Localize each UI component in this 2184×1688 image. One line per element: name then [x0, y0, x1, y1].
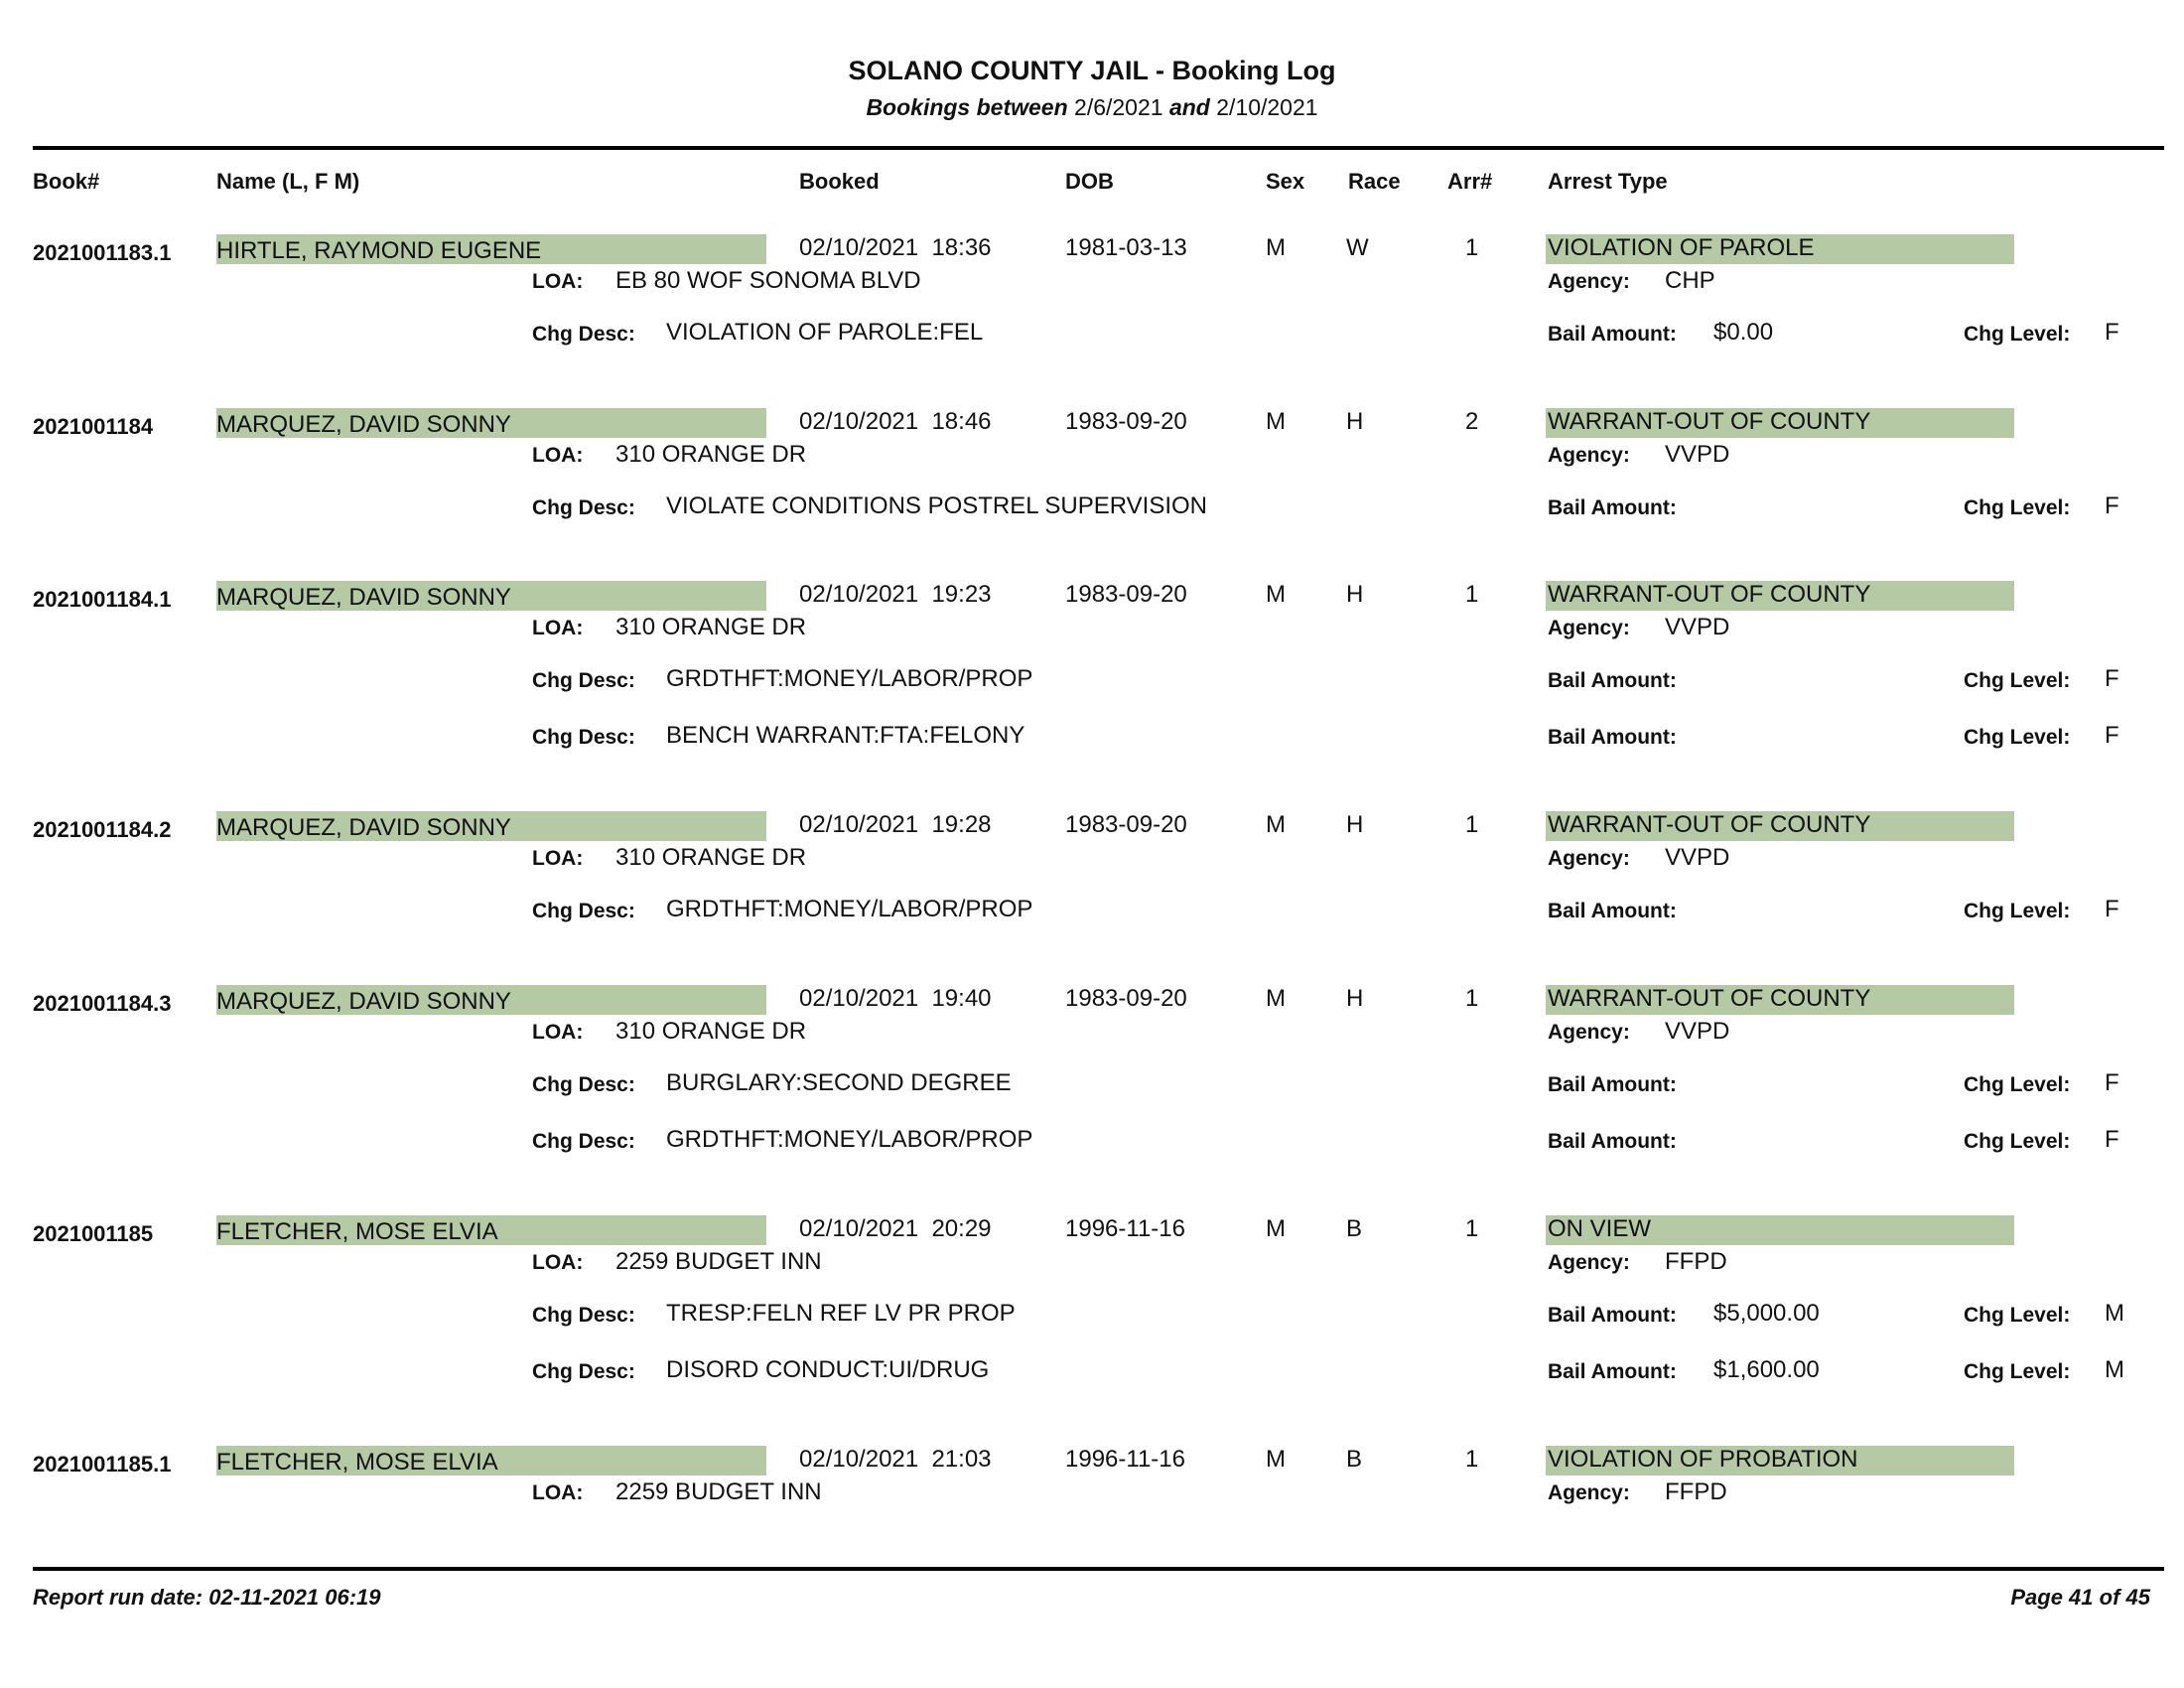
arrest-count: 1 [1465, 985, 1479, 1012]
bail-amount: $0.00 [1713, 319, 1774, 346]
charge-description: GRDTHFT:MONEY/LABOR/PROP [666, 896, 1033, 922]
date-of-birth: 1983-09-20 [1065, 408, 1187, 435]
chg-level-label: Chg Level: [1964, 726, 2071, 749]
col-sex: Sex [1266, 169, 1305, 194]
agency-value: VVPD [1665, 1018, 1730, 1045]
agency-label: Agency: [1548, 847, 1630, 870]
agency-value: CHP [1665, 267, 1715, 294]
loa-value: EB 80 WOF SONOMA BLVD [615, 267, 921, 294]
loa-label: LOA: [532, 270, 584, 293]
sex-value: M [1266, 1446, 1286, 1473]
inmate-name: MARQUEZ, DAVID SONNY [216, 584, 511, 611]
loa-label: LOA: [532, 1481, 584, 1504]
chg-level-label: Chg Level: [1964, 669, 2071, 692]
bail-amount-label: Bail Amount: [1548, 1130, 1677, 1153]
chg-desc-label: Chg Desc: [532, 1130, 635, 1153]
arrest-type: VIOLATION OF PAROLE [1548, 234, 1815, 261]
agency-value: VVPD [1665, 614, 1730, 640]
charge-level: F [2105, 896, 2119, 922]
chg-desc-label: Chg Desc: [532, 900, 635, 922]
booked-datetime: 02/10/2021 20:29 [799, 1215, 992, 1242]
booking-number: 2021001185 [33, 1221, 154, 1246]
booking-number: 2021001184.2 [33, 817, 172, 842]
bail-amount-label: Bail Amount: [1548, 1073, 1677, 1096]
agency-value: VVPD [1665, 441, 1730, 468]
loa-value: 2259 BUDGET INN [615, 1478, 822, 1505]
bail-amount: $1,600.00 [1713, 1356, 1820, 1383]
race-value: H [1346, 581, 1364, 608]
chg-level-label: Chg Level: [1964, 323, 2071, 346]
bail-amount-label: Bail Amount: [1548, 496, 1677, 519]
race-value: B [1346, 1215, 1363, 1242]
agency-value: FFPD [1665, 1478, 1727, 1505]
agency-label: Agency: [1548, 1251, 1630, 1274]
arrest-count: 1 [1465, 234, 1479, 261]
inmate-name: HIRTLE, RAYMOND EUGENE [216, 237, 542, 264]
charge-description: VIOLATE CONDITIONS POSTREL SUPERVISION [666, 492, 1208, 519]
sex-value: M [1266, 234, 1286, 261]
booking-number: 2021001184.1 [33, 587, 172, 612]
chg-level-label: Chg Level: [1964, 1073, 2071, 1096]
inmate-name: FLETCHER, MOSE ELVIA [216, 1218, 498, 1245]
chg-level-label: Chg Level: [1964, 1130, 2071, 1153]
date-of-birth: 1983-09-20 [1065, 985, 1187, 1012]
sex-value: M [1266, 581, 1286, 608]
report-run-date: Report run date: 02-11-2021 06:19 [33, 1585, 381, 1610]
inmate-name: MARQUEZ, DAVID SONNY [216, 814, 511, 841]
col-name: Name (L, F M) [216, 169, 360, 194]
arrest-count: 1 [1465, 1215, 1479, 1242]
race-value: W [1346, 234, 1369, 261]
race-value: H [1346, 408, 1364, 435]
col-race: Race [1348, 169, 1401, 194]
sex-value: M [1266, 985, 1286, 1012]
booked-datetime: 02/10/2021 19:40 [799, 985, 992, 1012]
date-of-birth: 1996-11-16 [1065, 1215, 1185, 1242]
charge-description: BURGLARY:SECOND DEGREE [666, 1069, 1012, 1096]
charge-level: F [2105, 665, 2119, 692]
chg-desc-label: Chg Desc: [532, 669, 635, 692]
charge-description: BENCH WARRANT:FTA:FELONY [666, 722, 1025, 749]
arrest-type: WARRANT-OUT OF COUNTY [1548, 811, 1871, 838]
arrest-type: ON VIEW [1548, 1215, 1652, 1242]
race-value: H [1346, 811, 1364, 838]
bail-amount-label: Bail Amount: [1548, 1304, 1677, 1327]
race-value: B [1346, 1446, 1363, 1473]
charge-description: VIOLATION OF PAROLE:FEL [666, 319, 984, 346]
date-of-birth: 1996-11-16 [1065, 1446, 1185, 1473]
charge-level: M [2105, 1356, 2124, 1383]
bail-amount-label: Bail Amount: [1548, 900, 1677, 922]
loa-value: 310 ORANGE DR [615, 441, 807, 468]
bail-amount: $5,000.00 [1713, 1300, 1820, 1327]
date-of-birth: 1983-09-20 [1065, 811, 1187, 838]
chg-desc-label: Chg Desc: [532, 1304, 635, 1327]
loa-value: 2259 BUDGET INN [615, 1248, 822, 1275]
loa-label: LOA: [532, 1251, 584, 1274]
loa-value: 310 ORANGE DR [615, 614, 807, 640]
charge-description: GRDTHFT:MONEY/LABOR/PROP [666, 1126, 1033, 1153]
booked-datetime: 02/10/2021 18:46 [799, 408, 992, 435]
chg-desc-label: Chg Desc: [532, 496, 635, 519]
charge-description: GRDTHFT:MONEY/LABOR/PROP [666, 665, 1033, 692]
col-dob: DOB [1065, 169, 1114, 194]
col-book: Book# [33, 169, 100, 194]
agency-value: FFPD [1665, 1248, 1727, 1275]
arrest-type: WARRANT-OUT OF COUNTY [1548, 581, 1871, 608]
booked-datetime: 02/10/2021 19:23 [799, 581, 992, 608]
chg-level-label: Chg Level: [1964, 1360, 2071, 1383]
booking-number: 2021001183.1 [33, 240, 172, 265]
report-title: SOLANO COUNTY JAIL - Booking Log [848, 56, 1336, 85]
bail-amount-label: Bail Amount: [1548, 669, 1677, 692]
booking-number: 2021001185.1 [33, 1452, 172, 1477]
subtitle-and: and [1168, 94, 1210, 120]
chg-desc-label: Chg Desc: [532, 1360, 635, 1383]
charge-description: TRESP:FELN REF LV PR PROP [666, 1300, 1016, 1327]
agency-value: VVPD [1665, 844, 1730, 871]
chg-desc-label: Chg Desc: [532, 323, 635, 346]
loa-label: LOA: [532, 1021, 584, 1044]
race-value: H [1346, 985, 1364, 1012]
booking-number: 2021001184 [33, 414, 154, 439]
bail-amount-label: Bail Amount: [1548, 1360, 1677, 1383]
charge-level: M [2105, 1300, 2124, 1327]
chg-desc-label: Chg Desc: [532, 1073, 635, 1096]
col-booked: Booked [799, 169, 880, 194]
charge-level: F [2105, 1069, 2119, 1096]
agency-label: Agency: [1548, 1481, 1630, 1504]
agency-label: Agency: [1548, 617, 1630, 639]
chg-desc-label: Chg Desc: [532, 726, 635, 749]
sex-value: M [1266, 1215, 1286, 1242]
chg-level-label: Chg Level: [1964, 1304, 2071, 1327]
inmate-name: MARQUEZ, DAVID SONNY [216, 411, 511, 438]
header-rule [33, 146, 2164, 150]
agency-label: Agency: [1548, 444, 1630, 467]
charge-description: DISORD CONDUCT:UI/DRUG [666, 1356, 990, 1383]
chg-level-label: Chg Level: [1964, 900, 2071, 922]
booked-datetime: 02/10/2021 18:36 [799, 234, 992, 261]
bail-amount-label: Bail Amount: [1548, 726, 1677, 749]
arrest-type: VIOLATION OF PROBATION [1548, 1446, 1858, 1473]
col-arrest-type: Arrest Type [1548, 169, 1668, 194]
footer-rule [33, 1567, 2164, 1571]
date-of-birth: 1981-03-13 [1065, 234, 1187, 261]
subtitle-prefix: Bookings between [866, 94, 1068, 120]
loa-value: 310 ORANGE DR [615, 1018, 807, 1045]
booked-datetime: 02/10/2021 21:03 [799, 1446, 992, 1473]
arrest-count: 1 [1465, 811, 1479, 838]
arrest-count: 2 [1465, 408, 1479, 435]
chg-level-label: Chg Level: [1964, 496, 2071, 519]
booked-datetime: 02/10/2021 19:28 [799, 811, 992, 838]
arrest-count: 1 [1465, 1446, 1479, 1473]
inmate-name: FLETCHER, MOSE ELVIA [216, 1449, 498, 1476]
sex-value: M [1266, 811, 1286, 838]
charge-level: F [2105, 319, 2119, 346]
page-number: Page 41 of 45 [2010, 1585, 2150, 1610]
sex-value: M [1266, 408, 1286, 435]
inmate-name: MARQUEZ, DAVID SONNY [216, 988, 511, 1015]
end-date: 2/10/2021 [1216, 94, 1318, 120]
start-date: 2/6/2021 [1074, 94, 1163, 120]
report-subtitle [0, 94, 2184, 121]
bail-amount-label: Bail Amount: [1548, 323, 1677, 346]
arrest-type: WARRANT-OUT OF COUNTY [1548, 985, 1871, 1012]
charge-level: F [2105, 492, 2119, 519]
charge-level: F [2105, 722, 2119, 749]
loa-label: LOA: [532, 617, 584, 639]
arrest-type: WARRANT-OUT OF COUNTY [1548, 408, 1871, 435]
agency-label: Agency: [1548, 270, 1630, 293]
agency-label: Agency: [1548, 1021, 1630, 1044]
booking-number: 2021001184.3 [33, 991, 172, 1016]
date-of-birth: 1983-09-20 [1065, 581, 1187, 608]
charge-level: F [2105, 1126, 2119, 1153]
loa-label: LOA: [532, 847, 584, 870]
loa-label: LOA: [532, 444, 584, 467]
loa-value: 310 ORANGE DR [615, 844, 807, 871]
arrest-count: 1 [1465, 581, 1479, 608]
col-arr: Arr# [1447, 169, 1493, 194]
